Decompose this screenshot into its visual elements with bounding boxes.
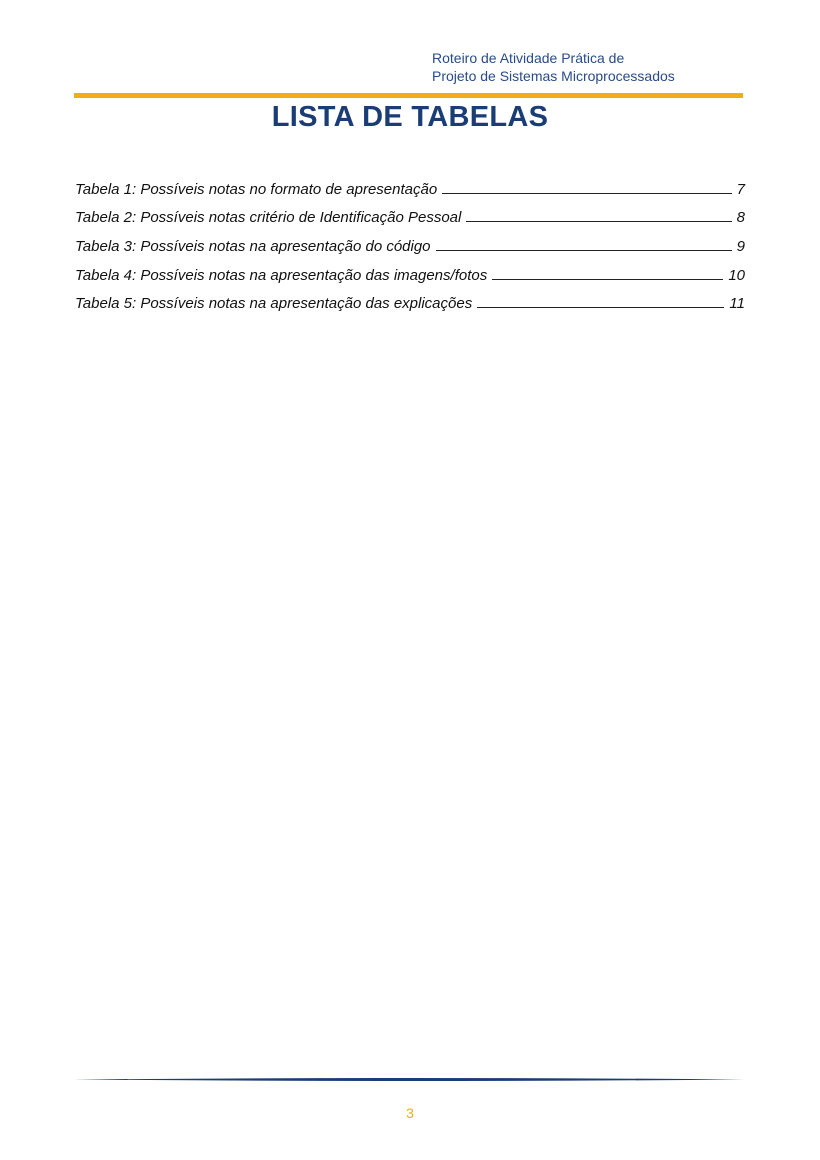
toc-entry-label: Tabela 4: Possíveis notas na apresentação das imagens/fotos	[75, 266, 488, 284]
toc-page-number: 7	[736, 180, 745, 198]
toc-entry-3[interactable]	[75, 226, 745, 255]
toc-entry-label: Tabela 3: Possíveis notas na apresentação do código	[75, 238, 431, 256]
toc-page-number: 9	[736, 238, 745, 256]
toc-entry-2[interactable]	[75, 198, 745, 227]
header-line-2: Projeto de Sistemas Microprocessados	[432, 68, 675, 84]
toc-entry-4[interactable]	[75, 255, 745, 284]
page-title: LISTA DE TABELAS	[271, 101, 549, 133]
footer-divider	[74, 1077, 744, 1082]
toc-entry-label: Tabela 1: Possíveis notas no formato de apresentação	[75, 180, 438, 198]
toc-leader	[436, 250, 732, 251]
page-number: 3	[406, 1105, 414, 1121]
table-list	[75, 169, 745, 312]
toc-entry-1[interactable]	[75, 169, 745, 198]
toc-leader	[442, 193, 731, 194]
toc-entry-label: Tabela 5: Possíveis notas na apresentação das explicações	[75, 295, 473, 313]
toc-page-number: 11	[729, 295, 745, 313]
toc-entry-label: Tabela 2: Possíveis notas critério de Identificação Pessoal	[75, 209, 462, 227]
toc-page-number: 10	[728, 266, 745, 284]
header-line-1: Roteiro de Atividade Prática de	[432, 50, 625, 66]
toc-leader	[477, 307, 724, 308]
toc-leader	[466, 221, 731, 222]
header-divider	[74, 93, 743, 98]
toc-page-number: 8	[736, 209, 745, 227]
document-header	[432, 49, 675, 85]
toc-leader	[492, 279, 723, 280]
toc-entry-5[interactable]	[75, 284, 745, 313]
